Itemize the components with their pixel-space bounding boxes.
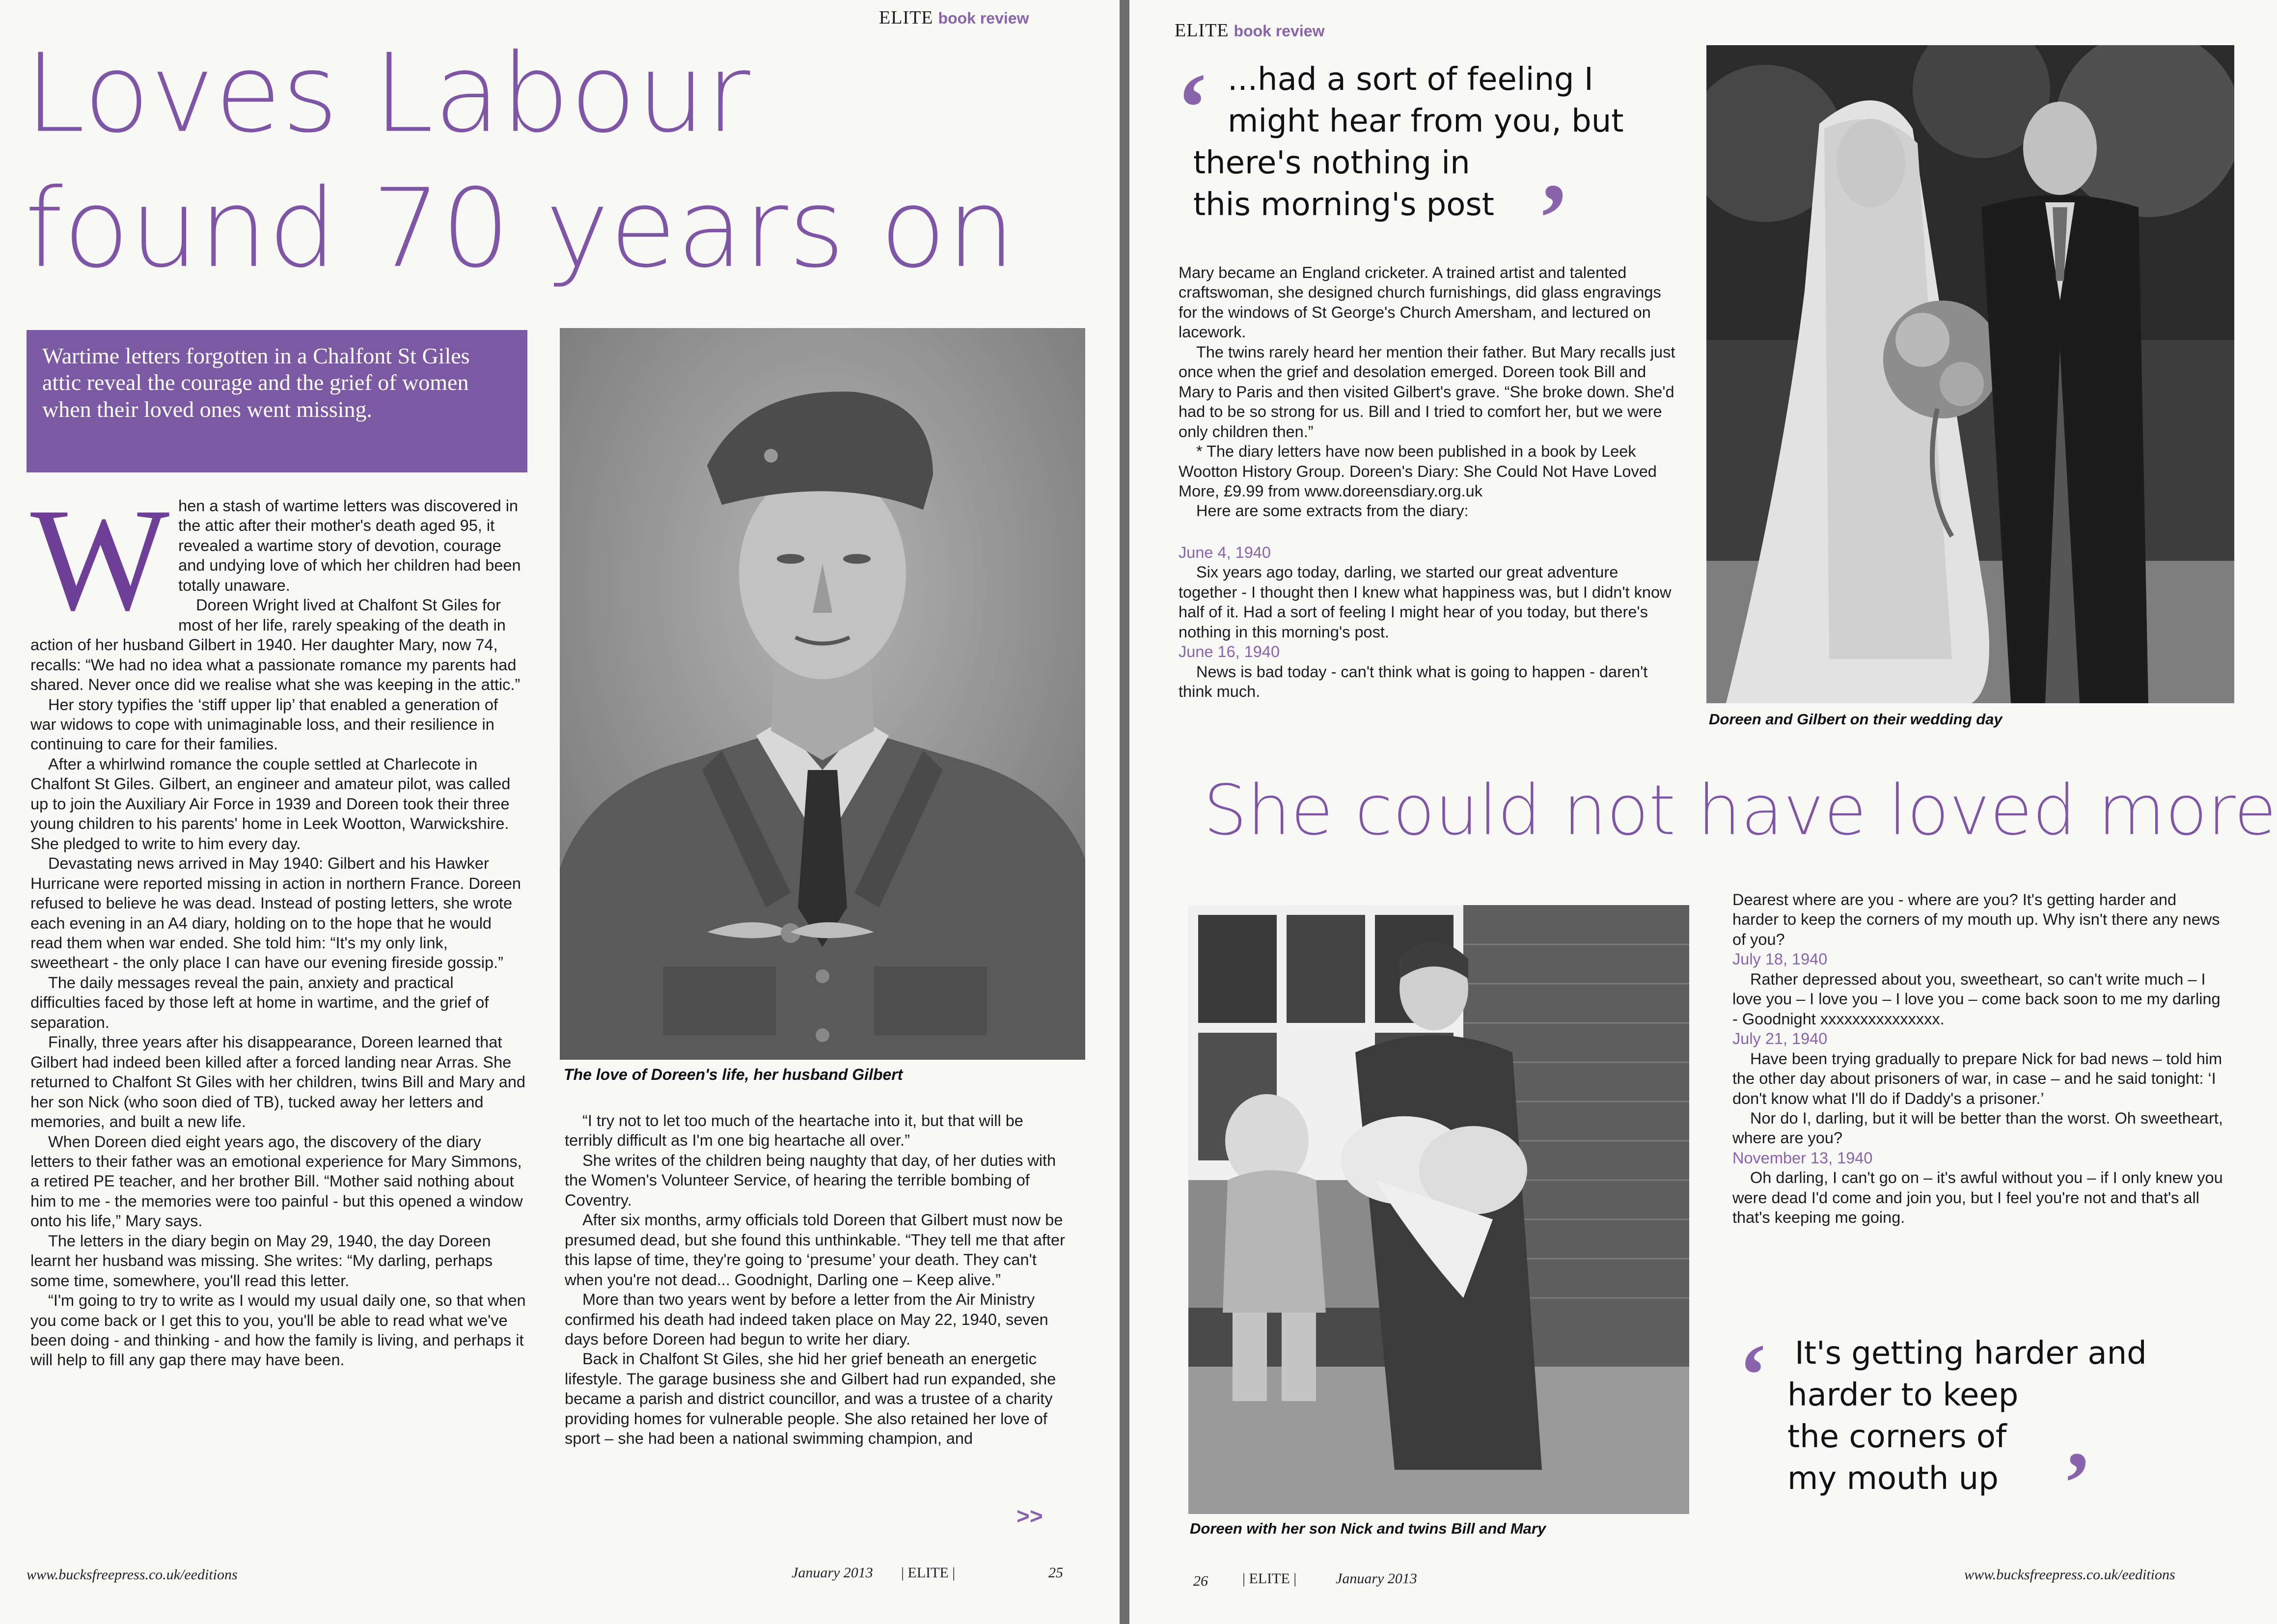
wedding-photo — [1706, 45, 2234, 703]
subhead: She could not have loved more — [1203, 770, 2277, 851]
diary-date: July 18, 1940 — [1732, 950, 1828, 968]
footer-page-number: 25 — [1048, 1565, 1063, 1581]
article-paragraph: After a whirlwind romance the couple settled at Charlecote in Chalfont St Giles. Gilbert, an engineer and amateur pilot, was called up to join the Auxiliary Air Force in 1939 and Doreen took their three young children to his parents' home in Leek Wootton, Warwickshire. She pledged to write to him every day. — [30, 755, 511, 853]
footer-magazine: | ELITE | — [901, 1565, 956, 1581]
article-column-1 — [30, 478, 526, 1370]
diary-entry: Have been trying gradually to prepare Nick for bad news – told him the other day about prisoners of war, in case – and he said tonight: ‘I don't know what I'll do if Daddy's a prisoner.’ — [1732, 1049, 2222, 1107]
article-paragraph: More than two years went by before a letter from the Air Ministry confirmed his death had indeed taken place on May 22, 1940, seven days before Doreen had begun to write her diary. — [565, 1291, 1048, 1348]
page-header — [1175, 20, 1324, 41]
article-paragraph: The twins rarely heard her mention their father. But Mary recalls just once when the grief and desolation emerged. Doreen took Bill and Mary to Paris and then visited Gilbert's grave. “She broke down. She'd had to be so strong for us. Bill and I tried to comfort her, but we were only children then.” — [1179, 343, 1675, 440]
article-paragraph: * The diary letters have now been published in a book by Leek Wootton History Group. Doreen's Diary: She Could Not Have Loved More, £9.99 from www.doreensdiary.org.uk — [1179, 442, 1657, 500]
left-page — [0, 0, 1120, 1624]
diary-entry: Six years ago today, darling, we started our great adventure together - I thought then I knew what happiness was, but I didn't know half of it. Had a sort of feeling I might hear of you today, but there's nothing in this morning's post. — [1179, 563, 1672, 641]
quote-line: It's getting harder and — [1795, 1335, 2147, 1372]
article-column-4 — [1732, 890, 2223, 1228]
wedding-illustration — [1706, 45, 2234, 703]
article-paragraph: “I'm going to try to write as I would my usual daily one, so that when you come back or I get this to you, you'll be able to read what we've been doing - and thinking - and how the family is living, and perhaps it will help to fill any gap there may have been. — [30, 1292, 526, 1369]
article-paragraph: After six months, army officials told Doreen that Gilbert must now be presumed dead, but she found this unthinkable. “They tell me that after this lapse of time, they're going to ‘presume’ your death. They can't when you're not dead... Goodnight, Darling one – Keep alive.” — [565, 1211, 1065, 1289]
diary-date: November 13, 1940 — [1732, 1149, 1873, 1167]
article-column-3 — [1179, 263, 1679, 702]
footer-magazine: | ELITE | — [1242, 1570, 1297, 1587]
diary-date: June 4, 1940 — [1179, 543, 1271, 561]
diary-entry: Dearest where are you - where are you? It's getting harder and harder to keep the corners of my mouth up. Why isn't there any news of you? — [1732, 891, 2220, 948]
open-quote-mark: ‘ — [1738, 1326, 1768, 1424]
footer-url: www.bucksfreepress.co.uk/eeditions — [1964, 1567, 2175, 1583]
article-paragraph: Here are some extracts from the diary: — [1196, 502, 1469, 520]
header-section: book review — [1234, 22, 1325, 40]
article-paragraph: Devastating news arrived in May 1940: Gilbert and his Hawker Hurricane were reported missing in action in northern France. Doreen refused to believe he was dead. Instead of posting letters, she wrote each evening in an A4 diary, holding on to the hope that he would read them when war ended. She told him: “It's my only link, sweetheart - the only place I can have our evening fireside gossip.” — [30, 854, 521, 972]
quote-line: the corners of — [1787, 1419, 2007, 1455]
diary-date: July 21, 1940 — [1732, 1030, 1828, 1048]
open-quote-mark: ‘ — [1176, 54, 1209, 162]
headline-line-1: Loves Labour — [25, 30, 751, 157]
quote-line: this morning's post — [1193, 187, 1494, 223]
header-elite: ELITE — [1175, 20, 1229, 41]
family-caption: Doreen with her son Nick and twins Bill and Mary — [1190, 1520, 1546, 1537]
continue-arrows: >> — [1016, 1503, 1043, 1529]
article-paragraph: The letters in the diary begin on May 29, 1940, the day Doreen learnt her husband was missing. She writes: “My darling, perhaps some time, somewhere, you'll read this letter. — [30, 1232, 493, 1290]
right-page — [1129, 0, 2277, 1624]
close-quote-mark: ’ — [2062, 1434, 2092, 1532]
article-paragraph: The daily messages reveal the pain, anxiety and practical difficulties faced by those left at home in wartime, and the grief of separation. — [30, 973, 489, 1031]
footer-url: www.bucksfreepress.co.uk/eeditions — [27, 1567, 238, 1583]
article-column-2 — [565, 1111, 1070, 1449]
portrait-illustration — [560, 328, 1085, 1060]
gilbert-portrait-photo — [560, 328, 1085, 1060]
wedding-caption: Doreen and Gilbert on their wedding day — [1709, 711, 2003, 728]
article-paragraph: When Doreen died eight years ago, the discovery of the diary letters to their father was an emotional experience for Mary Simmons, a retired PE teacher, and her brother Bill. “Mother said nothing about him to me - the memories were too painful - but this opened a window onto his life,” Mary says. — [30, 1132, 523, 1230]
article-paragraph: Back in Chalfont St Giles, she hid her grief beneath an energetic lifestyle. The garage business she and Gilbert had run expanded, she became a parish and district councillor, and was a trustee of a charity providing homes for vulnerable people. She also retained her love of sport – she had been a national swimming champion, and — [565, 1350, 1056, 1448]
standfirst: Wartime letters forgotten in a Chalfont St Giles attic reveal the courage and the grief of women when their loved ones went missing. — [27, 330, 527, 472]
pull-quote-1 — [1176, 54, 1624, 273]
headline-line-2: found 70 years on — [25, 165, 1015, 292]
quote-line: there's nothing in — [1193, 145, 1470, 181]
family-photo — [1188, 905, 1689, 1514]
article-paragraph: Her story typifies the ‘stiff upper lip’ that enabled a generation of war widows to cope with unimaginable loss, and their resilience in continuing to care for their families. — [30, 695, 498, 753]
header-elite: ELITE — [879, 7, 933, 28]
page-header — [879, 7, 1029, 28]
article-paragraph: Mary became an England cricketer. A trained artist and talented craftswoman, she designed church furnishings, did glass engravings for the windows of St George's Church Amersham, and lectured on lacework. — [1179, 264, 1661, 341]
diary-entry: Nor do I, darling, but it will be better than the worst. Oh sweetheart, where are you? — [1732, 1109, 2223, 1147]
portrait-caption: The love of Doreen's life, her husband Gilbert — [564, 1066, 903, 1083]
diary-entry: Rather depressed about you, sweetheart, so can't write much – I love you – I love you – I love you – come back soon to me my darling - Goodnight xxxxxxxxxxxxxxx. — [1732, 970, 2221, 1028]
quote-line: my mouth up — [1787, 1460, 1999, 1497]
pull-quote-2 — [1738, 1326, 2229, 1532]
footer-page-number: 26 — [1193, 1573, 1208, 1589]
quote-line: ...had a sort of feeling I — [1228, 61, 1593, 98]
diary-date: June 16, 1940 — [1179, 643, 1280, 661]
close-quote-mark: ’ — [1537, 164, 1570, 273]
diary-entry: Oh darling, I can't go on – it's awful without you – if I only knew you were dead I'd come and join you, but I feel you're not and that's all that's keeping me going. — [1732, 1169, 2223, 1227]
article-paragraph: Doreen Wright lived at Chalfont St Giles for most of her life, rarely speaking of the death in action of her husband Gilbert in 1940. Her daughter Mary, now 74, recalls: “We had no idea what a passionate romance my parents had shared. Never once did we realise what she was keeping in the attic.” — [30, 596, 521, 694]
article-intro: hen a stash of wartime letters was discovered in the attic after their mother's death aged 95, it revealed a wartime story of devotion, courage and undying love of which her children had been totally unaware. — [178, 497, 521, 594]
article-paragraph: She writes of the children being naughty that day, of her duties with the Women's Volunteer Service, of hearing the terrible bombing of Coventry. — [565, 1151, 1056, 1209]
header-section: book review — [938, 9, 1029, 27]
quote-line: harder to keep — [1787, 1377, 2019, 1413]
article-paragraph: Finally, three years after his disappearance, Doreen learned that Gilbert had indeed been killed after a forced landing near Arras. She returned to Chalfont St Giles with her children, twins Bill and Mary and her son Nick (who soon died of TB), tucked away her letters and memories, and built a new life. — [30, 1033, 525, 1131]
family-illustration — [1188, 905, 1689, 1514]
article-paragraph: “I try not to let too much of the heartache into it, but that will be terribly difficult as I'm one big heartache all over.” — [565, 1112, 1023, 1150]
quote-line: might hear from you, but — [1228, 103, 1624, 139]
footer-date: January 2013 — [792, 1565, 873, 1581]
diary-entry: News is bad today - can't think what is going to happen - daren't think much. — [1179, 662, 1648, 701]
drop-cap: W — [30, 478, 170, 641]
footer-date: January 2013 — [1336, 1570, 1417, 1587]
